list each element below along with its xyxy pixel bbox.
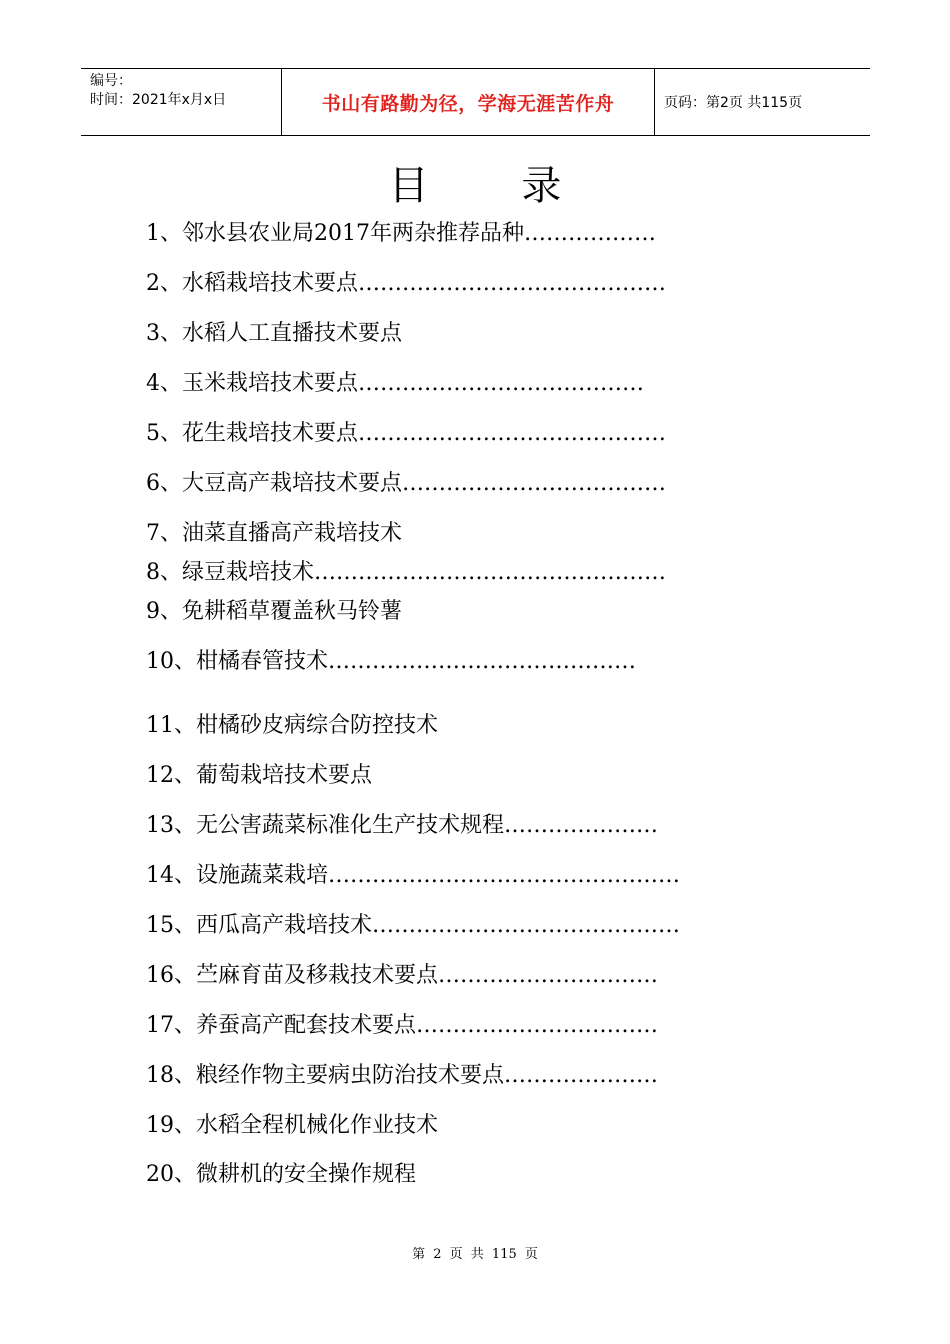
toc-item-2: 2、水稻栽培技术要点……………………………………	[146, 271, 666, 296]
toc-item-9: 9、免耕稻草覆盖秋马铃薯	[146, 599, 402, 624]
toc-item-4: 4、玉米栽培技术要点…………………………………	[146, 371, 644, 396]
header-table	[81, 68, 870, 136]
document-number-label: 编号：	[90, 73, 132, 89]
toc-item-7: 7、油菜直播高产栽培技术	[146, 521, 402, 546]
toc-item-13: 13、无公害蔬菜标准化生产技术规程…………………	[146, 813, 658, 838]
header-meta-cell	[81, 69, 282, 135]
toc-item-10: 10、柑橘春管技术……………………………………	[146, 649, 636, 674]
toc-item-17: 17、养蚕高产配套技术要点……………………………	[146, 1013, 658, 1038]
toc-item-5: 5、花生栽培技术要点……………………………………	[146, 421, 666, 446]
header-page-info: 页码：第2页 共115页	[664, 95, 803, 111]
toc-item-19: 19、水稻全程机械化作业技术	[146, 1113, 438, 1138]
toc-item-12: 12、葡萄栽培技术要点	[146, 763, 372, 788]
toc-item-1: 1、邻水县农业局2017年两杂推荐品种………………	[146, 221, 656, 246]
toc-item-8: 8、绿豆栽培技术…………………………………………	[146, 560, 666, 585]
toc-item-20: 20、微耕机的安全操作规程	[146, 1162, 416, 1187]
toc-item-14: 14、设施蔬菜栽培…………………………………………	[146, 863, 680, 888]
toc-item-15: 15、西瓜高产栽培技术……………………………………	[146, 913, 680, 938]
page-title: 目 录	[388, 163, 602, 209]
page-footer: 第 2 页 共 115 页	[412, 1247, 538, 1262]
toc-item-18: 18、粮经作物主要病虫防治技术要点…………………	[146, 1063, 658, 1088]
toc-item-11: 11、柑橘砂皮病综合防控技术	[146, 713, 438, 738]
toc-item-3: 3、水稻人工直播技术要点	[146, 321, 402, 346]
document-time-label: 时间：2021年x月x日	[90, 92, 227, 108]
toc-item-6: 6、大豆高产栽培技术要点………………………………	[146, 471, 666, 496]
header-motto: 书山有路勤为径，学海无涯苦作舟	[282, 69, 655, 135]
toc-item-16: 16、苎麻育苗及移栽技术要点…………………………	[146, 963, 658, 988]
